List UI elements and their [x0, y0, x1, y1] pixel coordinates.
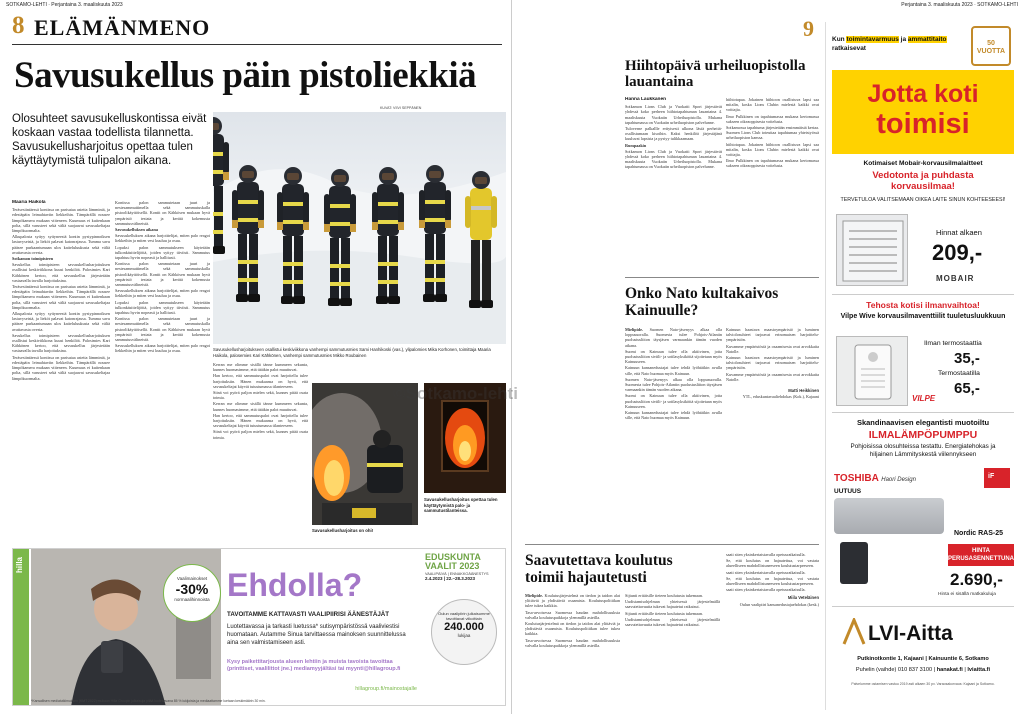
article2-signature-role: YTL, eduskuntavaaliehdokas (Kok.), Kajaani: [742, 394, 819, 400]
paragraph: Siinä voi pyörä paljon mielen sekä, kunnes pitää osata toimia.: [213, 390, 308, 401]
slogan-line-2: toimisi: [876, 108, 970, 140]
ad-url: hillagroup.fi/mainostajalle: [355, 686, 417, 692]
badge-label: Vaalimainokset: [176, 576, 208, 581]
slogan-block: [832, 70, 1014, 154]
paragraph: Savukellus toimipisteen savusukellusharjoituksen osallistui keskiviikkona kuusi henkilöä. Palosimies Kari Kähkönen kertoo, että savusukellus järjestetään vastaavalla tavalla harjoituksina.: [12, 262, 110, 283]
article-divider: [525, 544, 819, 545]
company-logo: LVI-Aitta: [868, 622, 953, 645]
article3-signature: Miila Veteläinen: [787, 595, 819, 601]
paragraph: Koulutusjärjestelmä on tiedon ja taidon alat ylittäviä ja yhdistäviä osaamista. Koulutuspolitiikan tulee tukea kaikkia.: [525, 621, 620, 637]
article-col-2: [115, 200, 210, 532]
article1-headline: Hiihtopäivä urheiluopistolla lauantaina: [625, 58, 806, 90]
watermark: ©Sotkamo-lehti: [393, 384, 518, 403]
ad-right-footnote: Palvelumme ostamisen vastuu 2019 asti alkaen 30 pv. Varaosakorvaus: Kajaani ja Sotkamo.: [851, 682, 995, 686]
ad-cta: Kysy paikettitarjousta alueen lehtiin ja muista tavoista tavoittaa (printtiset, vaalilittot jne.) mediamyyjältäsi tai myynti@hillagroup.fi: [227, 659, 401, 672]
toshiba-sub: Pohjoisissa olosuhteissa testattu. Energiatehokas ja hiljainen Lämmityskestä viilennykseen: [850, 443, 996, 458]
article1-col-1: [625, 97, 722, 267]
paragraph: saati siten yksinkertaistavalla opetusratkaisulla.: [726, 569, 806, 575]
paragraph: Savusukelluksen aikana harjoittelijat, miten palo reagoi liekkeihin ja miten vesi kuuluu ja osuu.: [115, 288, 210, 299]
mobair-sub: TERVETULOA VALITSEMAAN OIKEA LAITE SINUN KOHTEESEESI!: [840, 197, 1006, 203]
paragraph: saati siten yksinkertaistavalla opetusratkaisulla.: [726, 552, 806, 557]
paragraph: Kontissa palon sammutetaan juuri ja nestesammuttimella sekä sammutuskalla pistoolikäyttöisellä. Kontit on Kähkösen mukaan hyvä ympäristö testata ja kerätä kokemusta sammutusvälineistä.: [115, 316, 210, 343]
paragraph: Savusukelluksen aikana harjoittelijat, miten palo reagoi liekkeihin ja miten vesi kuuluu ja osuu.: [115, 343, 210, 354]
article3-col-1: [525, 593, 620, 708]
toshiba-price: 2.690,-: [950, 570, 1003, 589]
paragraph: Kainuun haastava maastoympäristö ja luminen talviolosuhteet tarjoavat erinomaisen harjoittelu-ympäristön.: [726, 355, 819, 371]
toshiba-new-label: UUTUUS: [834, 488, 862, 495]
bold-lead-in: Savusukelluksen aikana: [115, 227, 158, 233]
paragraph: Koulutusjärjestelmä on tiedon ja taidon alat ylittäviä ja yhdistäviä osaamista. Koulutuspolitiikan tulee tukea kaikkia.: [525, 593, 620, 609]
toshiba-claim: ILMALÄMPÖPUMPPU: [868, 429, 978, 441]
paragraph: Ilmo Pulkkinen on tapahtumassa mukana kertomassa sukseen oikeaoppisesta voitelusta.: [726, 113, 819, 124]
article-lead: Olosuhteet savusukelluskontissa eivät koskaan vastaa todellista tilannetta. Savusukellusharjoitus opettaa tulen käyttäytymistä tulipalon aikana.: [12, 113, 207, 167]
hilla-logo: hilla: [15, 557, 24, 574]
ad-subhead: TAVOITAMME KATTAVASTI VAALIPIIRISI ÄÄNESTÄJÄT: [227, 611, 390, 618]
paragraph: Tasa-arvoisessa Suomessa haudan mahdollisuuksia valvalla koulutuspaikkoja ylemmillä asteilla.: [525, 637, 620, 648]
vilpe-item-2: Termostaatilla: [938, 370, 980, 377]
paragraph: Sijtunti eritäisille tieteen koulutusta tukemaan.: [625, 610, 704, 616]
web-link-2[interactable]: lviaitta.fi: [967, 667, 991, 673]
paragraph: Sotkamon Lions Club ja Vuokatti Sport järjestävät yhdessä koko perheen hiihtotapahtuman lauantaina 4. maaliskuuta Vuokatin Urheiluopistolla. Mukana tapahtumassa on Vuokatin urheiluopiston palvelunne.: [625, 148, 722, 170]
paragraph: Kontissa palon sammutetaan juuri ja nestesammuttimella sekä sammutuskalla pistoolikäyttöisellä. Kontit on Kähkösen mukaan hyvä ympäristö testata ja kerätä kokemusta sammutusvälineistä.: [115, 261, 210, 288]
ad-headline: Ehdolla?: [227, 567, 363, 603]
paragraph: Sotkamon Lions Club ja Vuokatti Sport järjestävät yhdessä koko perheen hiihtotapahtuman lauantaina 4. maaliskuuta Vuokatin Urheiluopistolla. Mukana tapahtumassa on Vuokatin urheiluopiston palvelunne.: [625, 104, 722, 125]
toshiba-note: Hinta ei sisällä matkakuluja: [938, 592, 996, 597]
paragraph: Alkupalosta syttyy syttyneestä kontin pystypinnoiksen lastuvyseistä, ja lieköt palavat katonrajassa. Tumma savu pääsee purkaantumaan ulos katteluluukusta sekä väliä avattavasta ovesta.: [12, 311, 110, 332]
paragraph: Uudistamisohjelman yhteisessä järjestelmällä saavutettavuutta tukevat hajautetut ratkaisut.: [625, 599, 720, 610]
article2-col-1: [625, 327, 722, 532]
election-dates: 2.4.2023 | 22.–28.3.2023: [425, 576, 476, 581]
paragraph: Teräsesiintäessä kontissa on parisataa astetta lämmintä, ja edestäpäin leimahtaviin liekkeihin. Tämpärällä nousee lämpökamera mukaan viiteneen. Kuumuus ei kuitenkaan polta, sillä varusteet sekä väliä suojaavat savusukeltajaa lämpökuormalta.: [12, 284, 110, 310]
heat-pump-image: [834, 498, 944, 534]
main-headline: Savusukellus päin pistoliekkiä: [14, 55, 477, 96]
badge-sub: normaalihinnoista: [174, 597, 210, 602]
paragraph: hiihtotapaa. Jokainen hiihtoon osallistuva lapsi saa mitalin, koska Lions Clubin mielestä kaikki ovat voittajia.: [726, 141, 819, 158]
remote-image: [840, 542, 868, 584]
paragraph: Uudistamisohjelman yhteisessä järjestelmällä saavutettavuutta tukevat hajautetut ratkaisut.: [625, 616, 720, 628]
paragraph: Se, että koulutus on hajautettua, voi vastata alueelliseen mahdollistuneeseen koulutustarpeeseen.: [726, 558, 819, 569]
lvi-aitta-ad: [825, 22, 1018, 710]
vilpe-item-1: Ilman termostaattia: [924, 340, 982, 347]
section-title: ELÄMÄNMENO: [34, 15, 211, 40]
reach-value: 240.000: [444, 621, 484, 633]
paragraph: Tasa-arvoisessa Suomessa haudan mahdollisuuksia valvalla koulutuspaikkoja ylemmillä asteilla.: [525, 609, 620, 620]
paragraph: Kontissa palon sammutetaan juuri ja nestesammuttimella sekä sammutuskalla pistoolikäyttöisellä. Kontit on Kähkösen mukaan hyvä ympäristö testata ja kerätä kokemusta sammutusvälineistä.: [115, 200, 210, 226]
paragraph: Suomen Nato-jäsenyys alkaa olla loppusuoralla. Suomesta tulee Pohjois-Atlantin puolustusliiton täysjäsen varmaankin tämän vuoden aikana.: [625, 376, 722, 393]
photo-caption: Savusukellusharjoitukseen osallistui keskiviikkona vanhempi sammutusmies Sami Hanhikoski (vas.), ylipalomies Mika Korhonen, toimittaja Maaria Haikola, palosemies Kari Kähkönen, vanhempi sammutusmies Mikko Roubainen: [213, 347, 491, 358]
paragraph: Savukellus toimipisteen savusukellusharjoituksen osallistui keskiviikkona kuusi henkilöä. Palosimies Kari Kähkönen kertoo, että savusukellus järjestetään vastaavalla tavalla harjoituksina.: [12, 332, 110, 354]
reach-label: Oulun vaalipiirin julkaisumme tavoittavat viikoittain: [438, 611, 490, 621]
paragraph: Siinä voi pyörä paljon mielen sekä, kunnes pitää osata toimia.: [213, 429, 308, 440]
highlight-reliability: toimintavarmuus: [846, 36, 899, 43]
page-number-right: 9: [803, 16, 814, 41]
bold-lead-in: Mielipide.: [625, 327, 644, 332]
paragraph: Suomen Nato-jäsenyys alkaa olla loppusuoralla. Suomesta tulee Pohjois-Atlantin puolustusliiton täysjäsen varmaankin tämän vuoden aikana.: [625, 327, 722, 348]
election-sub: VAALIPÄIVÄ | ENNAKKOÄÄNESTYS: [425, 572, 489, 576]
paragraph: hiihtotapaa. Jokainen hiihtoon osallistuva lapsi saa mitalin, koska Lions Clubin mielestä kaikki ovat voittajia.: [726, 97, 819, 113]
paragraph: Lopuksi palon sammutukseen käytetään tulkonkäsittelijöitä, joiden syttyy tiiviisti. Sammutus tapahtuu hyvin nopeasti ja hallitusti.: [115, 299, 210, 316]
paragraph: Kainuun kansanedustajat tulee tehdä lyöhtäikin avulla sille, että Nato huomaa myös Kainuun.: [625, 410, 722, 421]
paragraph: Lopuksi palon sammutukseen käytetään tulkonkäsittelijöitä, joiden syttyy tiiviisti. Sammutus tapahtuu hyvin nopeasti ja hallitusti.: [115, 244, 210, 261]
paragraph: Alkupalosta syttyy syttyneestä kontin pystypinnoiksen lastuvyseistä, ja lieköt palavat katonrajassa. Tumma savu pääsee purkaantumaan ulos katteluluukusta sekä väliä avattavasta ovesta.: [12, 234, 110, 255]
toshiba-brand: TOSHIBA Haori Design: [834, 473, 916, 484]
reach-unit: lukijaa: [457, 633, 471, 638]
photo-credit: KUVAT: VIIVI SEPPÄNEN: [380, 106, 422, 110]
article-col-1: [12, 200, 110, 532]
design-award-icon: iF: [984, 468, 1010, 488]
page-number-left: 8: [12, 12, 25, 39]
paragraph: Kainuun haastava maastoympäristö ja luminen talviolosuhteet tarjoavat erinomaisen harjoittelu-ympäristön.: [726, 327, 819, 343]
bold-lead-in: Sotkamon toimipisteen: [12, 256, 54, 262]
election-title: EDUSKUNTA VAALIT: [425, 552, 481, 571]
bold-lead-in: Rumpaakin: [625, 142, 647, 148]
mobair-claim: Vedotonta ja puhdasta korvausilmaa!: [872, 170, 974, 192]
paragraph: Kuvamme ympäristöstä ja osaamisesta ovat arvokkaita Natolle.: [726, 343, 819, 354]
paragraph: Kerran me olimme sisällä tänne kummeen sekunta, kunnes huomasimme, että tätäkin palot muuttuvat.: [213, 401, 308, 412]
fire-photo-caption: Savusukellusharjoitus opettaa tulen käyttäytymistä palo- ja sammutustilanteissa.: [424, 497, 498, 513]
paragraph: Ilmo Pulkkinen on tapahtumassa mukana kertomassa sukseen oikeaoppisesta voitelusta.: [726, 158, 819, 169]
vilpe-price-2: 65,-: [954, 380, 980, 397]
bold-lead-in: Mielipide.: [525, 593, 544, 598]
toshiba-title: Skandinaavisen elegantisti muotoiltu: [856, 418, 990, 427]
anniversary-logo: 50 VUOTTA: [971, 26, 1011, 66]
paragraph: Suomi on Kainuun tulee olla aktiivinen, jotta puolustusliiton siviili- ja sotilasyksiköitä sijoitetaan myös Kainuuseen.: [625, 348, 722, 365]
mobair-brand: MOBAIR: [936, 274, 975, 283]
paragraph: Sijtunti eritäisille tieteen koulutusta tukemaan.: [625, 593, 704, 598]
vilpe-price-1: 35,-: [954, 350, 980, 367]
paragraph: Teräsesiintäessä kontissa on parisataa astetta lämmintä, ja edestäpäin leimahtaviin liekkeihin. Tämpärällä nousee lämpökamera mukaan viiteneen. Kuumuus ei kuitenkaan polta, sillä varusteet sekä väliä suojaavat savusukeltajaa lämpökuormalta.: [12, 354, 110, 381]
section-rule: [12, 44, 502, 45]
mobair-price-label: Hinnat alkaen: [936, 228, 982, 237]
article3-col-2: [625, 593, 720, 708]
left-folio: SOTKAMO-LEHTI · Perjantaina 3. maaliskuuta 2023: [6, 2, 123, 8]
paragraph: Kainuun kansanedustajat tulee tehdä lyöhtäikin avulla sille, että Nato huomaa myös Kainuun.: [625, 365, 722, 376]
reach-badge: [431, 599, 497, 665]
paragraph: Savusukelluksen aikana harjoittelijat, miten palo reagoi liekkeihin ja miten vesi kuuluu ja osuu.: [115, 233, 210, 244]
right-folio: Perjantaina 3. maaliskuuta 2023 · SOTKAMO-LEHTI: [901, 2, 1018, 8]
article-col-3: [213, 362, 308, 527]
toshiba-model: Nordic RAS-25: [954, 530, 1004, 537]
firefighters-photo: [213, 112, 506, 344]
paragraph: Sotkamossa tapahtuma järjestetään ensimmäistä kertaa. Suomen Lions Club toteuttaa tapahtumaa yhteistyössä urheiluopiston kanssa.: [726, 125, 819, 141]
ad-top-tagline: Kun toimintavarmuus ja ammattitaito ratkaisevat: [832, 36, 947, 52]
company-phone: Puhelin (vaihde) 010 837 3100: [855, 667, 933, 673]
toshiba-price-label: HINTA PERUSASENNETTUNA: [948, 544, 1014, 566]
paragraph: Se, että koulutus on hajautettua, voi vastata alueelliseen mahdollistuneeseen koulutustarpeeseen.: [726, 575, 819, 587]
byline: Maaria Haikola: [12, 200, 46, 205]
paragraph: Suomi on Kainuun tulee olla aktiivinen, jotta puolustusliiton siviili- ja sotilasyksiköitä sijoitetaan myös Kainuuseen.: [625, 393, 722, 409]
ad-footnote: *Kansallisen mediatutkimuksen (KMT 2022) mukaan Hilla Groupin julkaisuja pitää luotettavana 85 % lukijoista ja mediaattamme luetaan keskimäärin 30 min.: [31, 699, 266, 703]
article-divider: [625, 277, 819, 278]
company-address: Putkinotkontie 1, Kajaani | Kainuuntie 6, Sotkamo: [857, 656, 989, 662]
paragraph: Han kertoo, että sammutuspalot ovat harjoitellu tulee harjoituksiin. Hänen mukaansa on hyvä, että savusukeltajat käyvät tutustumassa tilanteeseen.: [213, 412, 308, 429]
article1-byline: Hanna Laukkanen: [625, 97, 667, 102]
mobair-price: 209,-: [932, 240, 983, 265]
article2-signature: Matti Heikkinen: [788, 388, 819, 394]
smoke-photo-caption: Savusukellusharjoitus on ohi!: [312, 528, 374, 533]
article2-headline: Onko Nato kultakaivos Kainuulle?: [625, 285, 779, 319]
article2-col-2: [726, 327, 819, 532]
vilpe-brand: VILPE: [912, 394, 936, 403]
vilpe-sub: Vilpe Wive korvausilmaventtiilit tuuletusluukkuun: [840, 313, 1006, 320]
paragraph: Kerran me olimme sisällä tänne kummeen sekunta, kunnes huomasimme, että tätäkin palot muuttuvat.: [213, 362, 308, 373]
hilla-election-ad: [12, 548, 506, 706]
vilpe-title: Tehosta kotisi ilmanvaihtoa!: [866, 300, 980, 310]
article3-col-3: [726, 552, 819, 708]
paragraph: Tuloverne palkallle erityisesti ulkona läsiä perheitä-osallistumaan kisoihin. Kaksi henkilöä järjestäjänä kuuluvat lapsista ja pystyy tulikkaamaan.: [625, 126, 722, 142]
paragraph: Teräsesiintäessä kontissa on parisataa astetta lämmintä, ja edestäpäin leimahtaviin liekkeihin. Tämpärällä nousee lämpökamera mukaan viiteneen. Kuumuus ei kuitenkaan polta, sillä varusteet sekä väliä suojaavat savusukeltajaa lämpökuormalta.: [12, 207, 110, 234]
article3-signature-role: Oulun vaalipiiri kansanedustajaehdokas (kesk.): [739, 601, 819, 607]
paragraph: saati siten yksinkertaistavalla opetusratkaisulla.: [726, 587, 806, 593]
smoke-dive-photo: [312, 383, 418, 525]
ad-body: Luotettavassa ja tarkasti luetussa* sutisympäristössä vaaliviestisi huomataan. Autamme Sinua tarvittaessa mainoksen suunnittelussa aina sen valmistamiseen asti.: [227, 624, 406, 646]
slogan-line-1: Jotta koti: [867, 80, 979, 108]
hilla-brand-strip: [13, 549, 29, 706]
badge-percent: -30%: [175, 581, 209, 597]
company-contact: Puhelin (vaihde) 010 837 3100 | hanakat.fi | lviaitta.fi: [855, 667, 991, 673]
highlight-expertise: ammattitaito: [907, 36, 947, 43]
mobair-title: Kotimaiset Mobair-korvausilmalaitteet: [863, 160, 983, 167]
paragraph: Kuvamme ympäristöstä ja osaamisesta ovat arvokkaita Natolle.: [726, 371, 819, 382]
vilpe-device-image: [836, 336, 908, 406]
company-emblem-icon: [842, 618, 866, 646]
election-logo: [425, 553, 503, 593]
mobair-device-image: [836, 214, 908, 286]
discount-badge: [163, 564, 221, 622]
election-year: 2023: [459, 561, 480, 571]
paragraph: Han kertoo, että sammutuspalot ovat harjoitellu tulee harjoituksiin. Hänen mukaansa on hyvä, että savusukeltajat käyvät tutustumassa tilanteeseen.: [213, 373, 308, 389]
web-link-1[interactable]: hanakat.fi: [936, 667, 963, 673]
article3-headline: Saavutettava koulutus toimii hajautetusti: [525, 552, 673, 586]
article1-col-2: [726, 97, 819, 267]
